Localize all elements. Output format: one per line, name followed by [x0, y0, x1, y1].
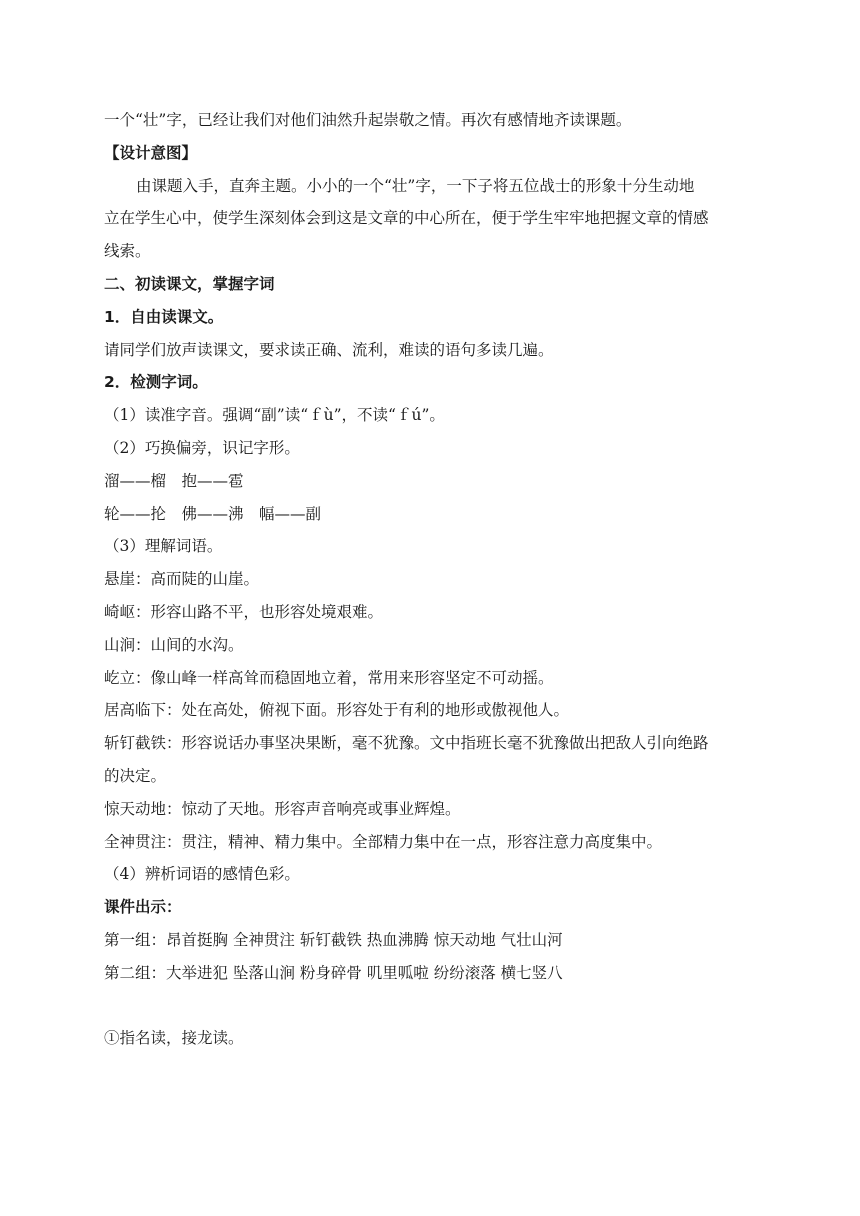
text-line: （3）理解词语。 [104, 537, 223, 556]
text-line: （2）巧换偏旁，识记字形。 [104, 438, 300, 457]
text-line: 惊天动地：惊动了天地。形容声音响亮或事业辉煌。 [104, 799, 461, 818]
text-line: 轮——抡 佛——沸 幅——副 [104, 504, 322, 523]
text-line: 一个“壮”字，已经让我们对他们油然升起崇敬之情。再次有感情地齐读课题。 [104, 111, 632, 129]
section-heading-first-reading: 二、初读课文，掌握字词 [104, 274, 275, 293]
text-line: ①指名读，接龙读。 [104, 1029, 244, 1048]
text-line: 第二组：大举进犯 坠落山涧 粉身碎骨 叽里呱啦 纷纷滚落 横七竖八 [104, 963, 563, 982]
document-body [104, 104, 794, 1055]
text-line: 溜——榴 抱——雹 [104, 471, 244, 490]
text-line: 第一组：昂首挺胸 全神贯注 斩钉截铁 热血沸腾 惊天动地 气壮山河 [104, 930, 563, 949]
text-line: （1）读准字音。强调“副”读“ｆù”，不读“ｆú”。 [104, 406, 445, 425]
text-line: 的决定。 [104, 766, 167, 785]
text-line: 悬崖：高而陡的山崖。 [104, 570, 260, 589]
text-line: 居高临下：处在高处，俯视下面。形容处于有利的地形或傲视他人。 [104, 701, 570, 720]
text-line: 崎岖：形容山路不平，也形容处境艰难。 [104, 602, 384, 621]
section-heading-design-intent: 【设计意图】 [104, 143, 198, 162]
subheading-word-check: 2．检测字词。 [104, 373, 208, 392]
text-line: 屹立：像山峰一样高耸而稳固地立着，常用来形容坚定不可动摇。 [104, 668, 554, 687]
text-line: （4）辨析词语的感情色彩。 [104, 865, 300, 884]
text-line: 立在学生心中，使学生深刻体会到这是文章的中心所在，便于学生牢牢地把握文章的情感 [104, 209, 709, 228]
subheading-free-reading: 1．自由读课文。 [104, 307, 224, 326]
blank-line [104, 990, 794, 1023]
text-line: 斩钉截铁：形容说话办事坚决果断，毫不犹豫。文中指班长毫不犹豫做出把敌人引向绝路 [104, 734, 709, 753]
text-line: 由课题入手，直奔主题。小小的一个“壮”字，一下子将五位战士的形象十分生动地 [136, 176, 695, 195]
text-line: 全神贯注：贯注，精神、精力集中。全部精力集中在一点，形容注意力高度集中。 [104, 832, 663, 851]
subheading-courseware: 课件出示： [104, 898, 182, 917]
text-line: 请同学们放声读课文，要求读正确、流利，难读的语句多读几遍。 [104, 340, 554, 359]
text-line: 山涧：山间的水沟。 [104, 635, 244, 654]
text-line: 线索。 [104, 242, 151, 261]
